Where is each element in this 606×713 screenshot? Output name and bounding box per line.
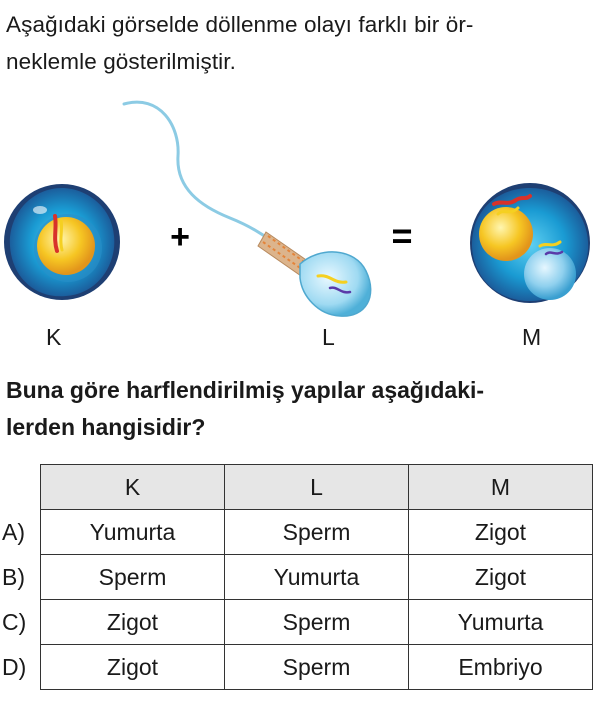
table-header-row [0, 465, 593, 510]
table-row[interactable] [0, 510, 593, 555]
label-l: L [322, 324, 335, 350]
option-b-label[interactable]: B) [2, 563, 25, 590]
table-cell: Sperm [225, 645, 409, 690]
table-row[interactable] [0, 600, 593, 645]
question-text [6, 372, 602, 446]
option-a-label[interactable]: A) [2, 518, 25, 545]
option-d-label[interactable]: D) [2, 653, 27, 680]
table-cell: Zigot [41, 600, 225, 645]
egg-nucleus [37, 217, 95, 275]
intro-line-2: neklemle gösterilmiştir. [6, 49, 236, 74]
answer-table [0, 464, 593, 690]
table-cell: Embriyo [409, 645, 593, 690]
zygote-sperm-nucleus [524, 248, 576, 300]
option-c-label[interactable]: C) [2, 608, 27, 635]
table-cell: Sperm [41, 555, 225, 600]
table-row[interactable] [0, 555, 593, 600]
table-cell: Yumurta [409, 600, 593, 645]
table-cell: Yumurta [225, 555, 409, 600]
intro-text [6, 6, 602, 80]
zygote-egg-nucleus [479, 207, 533, 261]
fertilization-illustration [0, 96, 606, 366]
egg-cell-k [4, 184, 120, 300]
plus-sign: + [170, 218, 190, 256]
intro-line-1: Aşağıdaki görselde döllenme olayı farklı bir ör- [6, 12, 474, 37]
table-row[interactable] [0, 645, 593, 690]
table-cell: Zigot [409, 555, 593, 600]
label-m: M [522, 324, 542, 350]
header-m: M [409, 465, 593, 510]
question-line-2: lerden hangisidir? [6, 414, 206, 440]
sperm-cell-l [124, 102, 371, 316]
zygote-m [470, 183, 590, 303]
header-k: K [41, 465, 225, 510]
label-k: K [46, 324, 62, 350]
question-line-1: Buna göre harflendirilmiş yapılar aşağıdaki- [6, 377, 485, 403]
table-cell: Zigot [409, 510, 593, 555]
header-spacer [0, 465, 41, 510]
table-cell: Sperm [225, 600, 409, 645]
equals-sign: = [391, 215, 413, 256]
table-cell: Sperm [225, 510, 409, 555]
table-cell: Zigot [41, 645, 225, 690]
table-cell: Yumurta [41, 510, 225, 555]
fertilization-figure [0, 96, 606, 366]
header-l: L [225, 465, 409, 510]
